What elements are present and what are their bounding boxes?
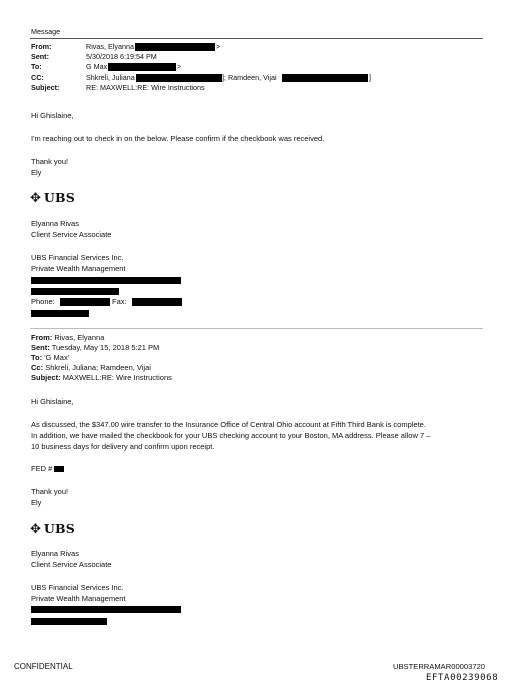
redaction <box>132 298 182 306</box>
sig-division: Private Wealth Management <box>31 264 126 273</box>
from-value: Rivas, Elyanna <box>86 42 134 51</box>
redaction <box>31 288 119 295</box>
redaction <box>31 277 181 284</box>
efta-number: EFTA00239068 <box>426 673 499 683</box>
quoted-from <box>31 333 104 343</box>
quoted-to-value: 'G Max' <box>44 353 70 362</box>
to-value: G Max <box>86 62 108 71</box>
sig-company: UBS Financial Services Inc. <box>31 253 124 262</box>
thanks: Thank you! <box>31 157 69 166</box>
email-body-line: In addition, we have mailed the checkbook for your UBS checking account to your Boston, MA address. Please allow 7 – <box>31 431 431 440</box>
cc-value: Shkreli, Juliana <box>86 73 135 82</box>
to-tail: > <box>177 62 182 71</box>
sig-title: Client Service Associate <box>31 560 112 569</box>
email-body-line: As discussed, the $347.00 wire transfer to the Insurance Office of Central Ohio account at Fifth Third Bank is complete. <box>31 420 426 429</box>
quoted-to-label: To: <box>31 353 43 362</box>
quoted-cc <box>31 363 151 373</box>
quote-separator <box>30 328 483 329</box>
message-label: Message <box>31 27 61 36</box>
sent-label: Sent: <box>31 52 49 61</box>
from-tail: > <box>216 42 221 51</box>
redaction <box>31 606 181 613</box>
redaction <box>31 618 107 625</box>
sig-name: Elyanna Rivas <box>31 549 79 558</box>
sign-off: Ely <box>31 498 42 507</box>
redaction <box>54 466 64 472</box>
quoted-cc-value: Shkreli, Juliana; Ramdeen, Vijai <box>45 363 151 372</box>
quoted-from-label: From: <box>31 333 53 342</box>
fed-label: FED # <box>31 464 53 473</box>
quoted-subject-label: Subject: <box>31 373 61 382</box>
redaction <box>60 298 110 306</box>
from-label: From: <box>31 42 52 51</box>
sig-division: Private Wealth Management <box>31 594 126 603</box>
subject-value: RE: MAXWELL:RE: Wire Instructions <box>86 83 205 92</box>
quoted-sent <box>31 343 159 353</box>
email-body: I'm reaching out to check in on the below. Please confirm if the checkbook was received. <box>31 134 325 143</box>
sig-company: UBS Financial Services Inc. <box>31 583 124 592</box>
sign-off: Ely <box>31 168 42 177</box>
ubs-logo <box>30 521 75 536</box>
greeting: Hi Ghislaine, <box>31 397 74 406</box>
redaction <box>31 310 89 317</box>
redaction <box>135 43 215 51</box>
greeting: Hi Ghislaine, <box>31 111 74 120</box>
quoted-sent-label: Sent: <box>31 343 50 352</box>
quoted-cc-label: Cc: <box>31 363 44 372</box>
ubs-logo <box>30 190 75 205</box>
header-rule <box>30 38 483 39</box>
redaction <box>282 74 368 82</box>
sig-title: Client Service Associate <box>31 230 112 239</box>
quoted-sent-value: Tuesday, May 15, 2018 5:21 PM <box>51 343 160 352</box>
cc-tail: ] <box>369 73 371 82</box>
sent-value: 5/30/2018 6:19:54 PM <box>86 52 157 61</box>
quoted-subject <box>31 373 172 383</box>
ubs-keys-icon: ✥ <box>30 190 41 205</box>
cc-mid: ]; Ramdeen, Vijai <box>222 73 277 82</box>
fax-label: Fax: <box>112 297 127 306</box>
thanks: Thank you! <box>31 487 69 496</box>
ubs-logo-text: UBS <box>43 190 75 205</box>
quoted-to <box>31 353 69 363</box>
redaction <box>136 74 222 82</box>
redaction <box>108 63 176 71</box>
sig-name: Elyanna Rivas <box>31 219 79 228</box>
confidential-label: CONFIDENTIAL <box>14 662 73 671</box>
to-label: To: <box>31 62 42 71</box>
ubs-logo-text: UBS <box>43 521 75 536</box>
phone-label: Phone: <box>31 297 55 306</box>
cc-label: CC: <box>31 73 44 82</box>
subject-label: Subject: <box>31 83 60 92</box>
ubs-keys-icon: ✥ <box>30 521 41 536</box>
quoted-from-value: Rivas, Elyanna <box>54 333 105 342</box>
quoted-subject-value: MAXWELL:RE: Wire Instructions <box>62 373 172 382</box>
bates-number: UBSTERRAMAR00003720 <box>393 662 486 671</box>
email-body-line: 10 business days for delivery and confirm upon receipt. <box>31 442 215 451</box>
